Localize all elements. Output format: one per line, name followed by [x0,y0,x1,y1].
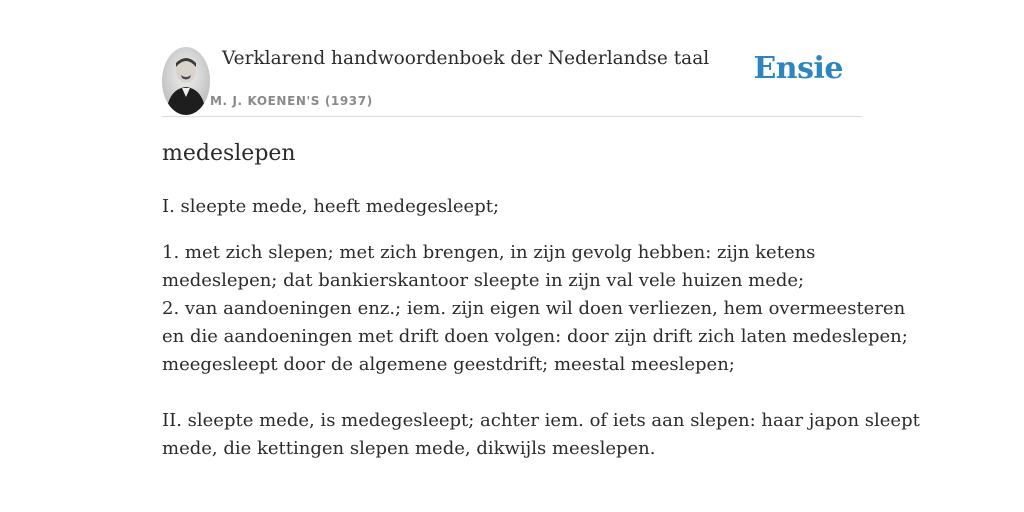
definition-line: mede, die kettingen slepen mede, dikwijls meeslepen. [162,438,656,459]
dictionary-header [162,0,862,117]
ensie-logo-link[interactable]: Ensie [753,51,843,86]
definition-line: II. sleepte mede, is medegesleept; achter iem. of iets aan slepen: haar japon sleept [162,410,920,431]
definition-line: en die aandoeningen met drift doen volgen: door zijn drift zich laten medeslepen; [162,326,908,347]
entry-headword: medeslepen [162,141,296,166]
dictionary-title: Verklarend handwoordenboek der Nederlandse taal [222,48,710,69]
dictionary-subtitle: M. J. KOENEN'S (1937) [210,94,373,108]
entry-definition [162,239,920,463]
sense-heading: I. sleepte mede, heeft medegesleept; [162,196,500,217]
definition-line: meegesleept door de algemene geestdrift; meestal meeslepen; [162,354,735,375]
definition-line: 1. met zich slepen; met zich brengen, in zijn gevolg hebben: zijn ketens [162,242,816,263]
paragraph-spacer [162,379,862,407]
page-container [162,0,920,459]
author-portrait [162,47,210,115]
definition-line: 2. van aandoeningen enz.; iem. zijn eigen wil doen verliezen, hem overmeesteren [162,298,906,319]
definition-line: medeslepen; dat bankierskantoor sleepte in zijn val vele huizen mede; [162,270,805,291]
